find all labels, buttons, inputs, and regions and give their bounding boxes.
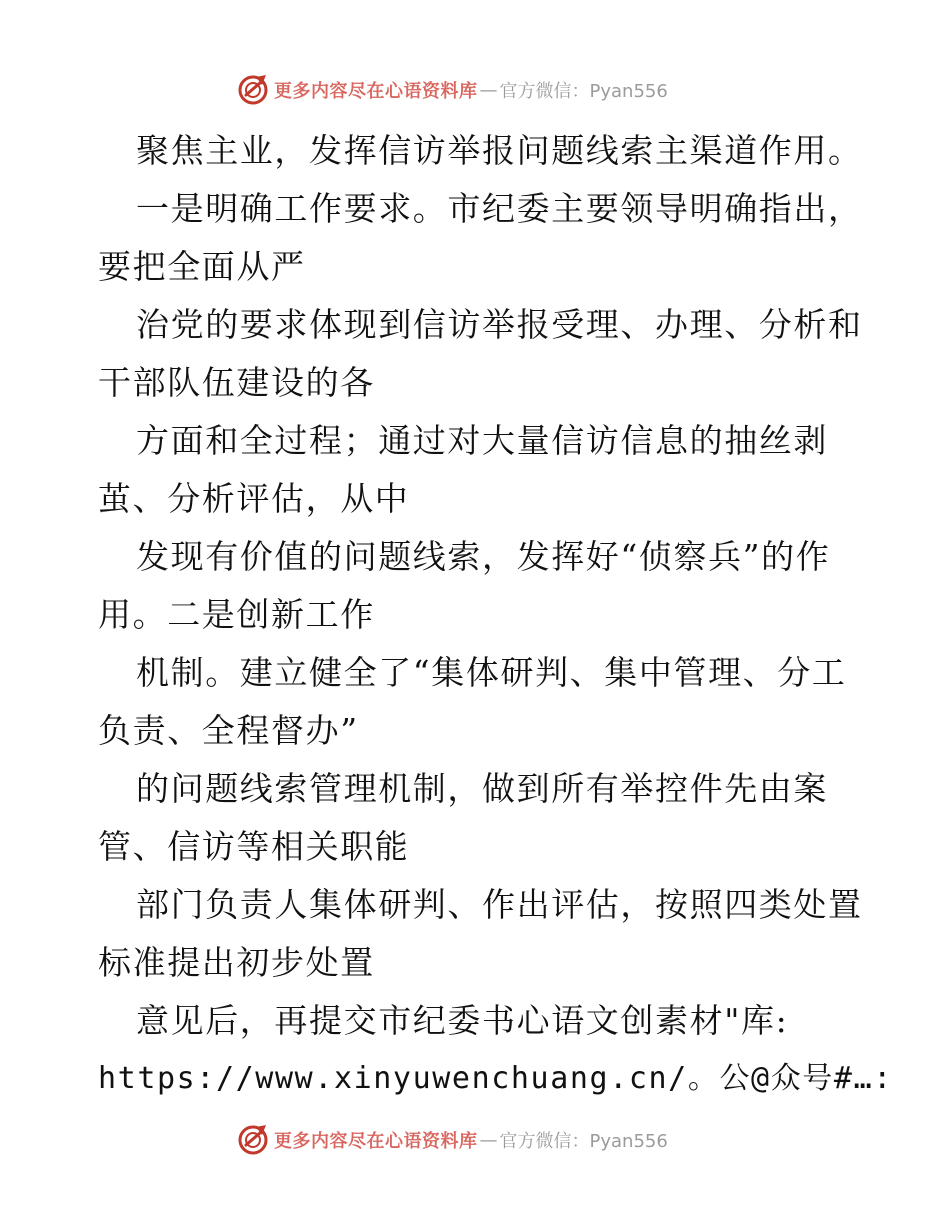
body-line: 一是明确工作要求。市纪委主要领导明确指出，: [136, 189, 863, 228]
body-line: 管、信访等相关职能: [98, 827, 410, 866]
body-line: 的问题线索管理机制，做到所有举控件先由案: [136, 769, 828, 808]
watermark-text: 更多内容尽在心语资料库: [274, 1131, 478, 1152]
body-line: 负责、全程督办”: [98, 711, 359, 750]
footer-watermark: [236, 1122, 668, 1158]
body-line: 机制。建立健全了“集体研判、集中管理、分工: [136, 653, 847, 692]
body-line: 干部队伍建设的各: [98, 363, 375, 402]
body-line: 茧、分析评估，从中: [98, 479, 410, 518]
body-line: 治党的要求体现到信访举报受理、办理、分析和: [136, 305, 863, 344]
body-line-url: https://www.xinyuwenchuang.cn/。公@众号#…:: [98, 1061, 893, 1096]
body-line: 标准提出初步处置: [98, 943, 375, 982]
watermark-text: 更多内容尽在心语资料库: [274, 81, 478, 102]
watermark-wechat: 官方微信：Pyan556: [499, 1131, 668, 1152]
watermark-wechat: 官方微信：Pyan556: [499, 81, 668, 102]
body-line: 要把全面从严: [98, 247, 306, 286]
body-line: 方面和全过程；通过对大量信访信息的抽丝剥: [136, 421, 828, 460]
body-line: 意见后，再提交市纪委书心语文创素材"库:: [136, 1001, 789, 1040]
header-watermark: [236, 72, 668, 108]
document-body: [98, 122, 893, 1108]
pen-logo-icon: [236, 73, 270, 107]
pen-logo-icon: [236, 1123, 270, 1157]
watermark-dash: —: [479, 79, 498, 101]
body-line: 部门负责人集体研判、作出评估，按照四类处置: [136, 885, 863, 924]
body-line: 发现有价值的问题线索，发挥好“侦察兵”的作: [136, 537, 831, 576]
body-line: 用。二是创新工作: [98, 595, 375, 634]
watermark-dash: —: [479, 1129, 498, 1151]
body-line: 聚焦主业，发挥信访举报问题线索主渠道作用。: [136, 131, 863, 170]
